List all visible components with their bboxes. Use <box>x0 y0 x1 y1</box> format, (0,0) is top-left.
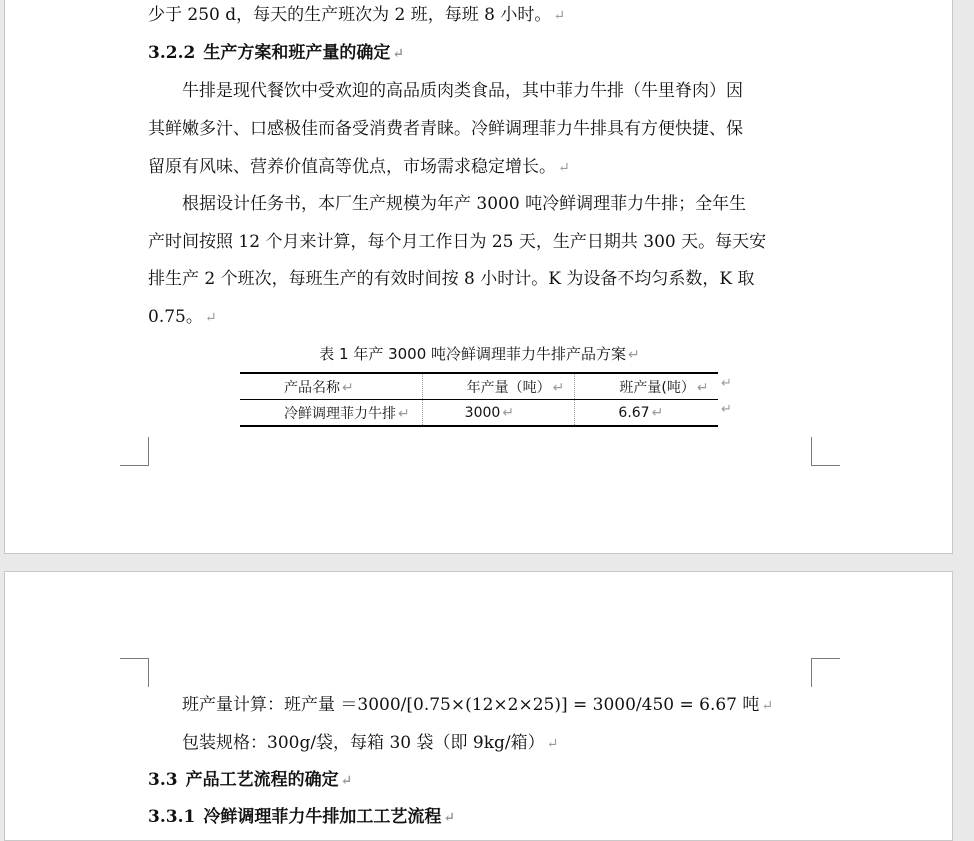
cell-shift-output: 6.67 ↵ <box>575 400 718 427</box>
table-caption: 表 1 年产 3000 吨冷鲜调理菲力牛排产品方案 ↵ <box>319 345 640 363</box>
section-heading-3-3-1: 3.3.1 冷鲜调理菲力牛排加工工艺流程 ↵ <box>148 807 456 827</box>
calculation-line: 班产量计算：班产量 ＝3000/[0.75×(12×2×25)] = 3000/450 = 6.67 吨 ↵ <box>148 695 774 715</box>
packing-spec-line: 包装规格：300g/袋，每箱 30 袋（即 9kg/箱） ↵ <box>148 733 559 753</box>
crop-mark-top-left <box>120 658 149 687</box>
table-row <box>240 400 718 427</box>
header-cell-product-name: 产品名称 ↵ <box>240 373 422 400</box>
section-heading-3-3: 3.3 产品工艺流程的确定 ↵ <box>148 770 353 790</box>
document-page-1 <box>4 0 953 554</box>
row-end-mark: ↵ <box>721 402 732 417</box>
product-plan-table <box>240 372 718 427</box>
crop-mark-bottom-right <box>811 437 840 466</box>
paragraph-line: 留原有风味、营养价值高等优点，市场需求稳定增长。 ↵ <box>148 157 570 177</box>
paragraph-line: 牛排是现代餐饮中受欢迎的高品质肉类食品，其中菲力牛排（牛里脊肉）因 <box>148 81 743 101</box>
crop-mark-top-right <box>811 658 840 687</box>
header-cell-annual-output: 年产量（吨） ↵ <box>422 373 575 400</box>
table-header-row <box>240 373 718 400</box>
row-end-mark: ↵ <box>721 376 732 391</box>
section-heading-3-2-2: 3.2.2 生产方案和班产量的确定 ↵ <box>148 43 405 63</box>
cell-product-name: 冷鲜调理菲力牛排 ↵ <box>240 400 422 427</box>
paragraph-line: 0.75。 ↵ <box>148 307 217 327</box>
crop-mark-bottom-left <box>120 437 149 466</box>
header-cell-shift-output: 班产量(吨） ↵ <box>575 373 718 400</box>
paragraph-line: 排生产 2 个班次，每班生产的有效时间按 8 小时计。K 为设备不均匀系数，K 取 <box>148 269 755 289</box>
paragraph-line: 根据设计任务书，本厂生产规模为年产 3000 吨冷鲜调理菲力牛排；全年生 <box>148 194 747 214</box>
cell-annual-output: 3000 ↵ <box>422 400 575 427</box>
paragraph-line: 其鲜嫩多汁、口感极佳而备受消费者青睐。冷鲜调理菲力牛排具有方便快捷、保 <box>148 119 743 139</box>
paragraph-line: 产时间按照 12 个月来计算，每个月工作日为 25 天，生产日期共 300 天。每天安 <box>148 232 767 252</box>
text-line: 少于 250 d，每天的生产班次为 2 班，每班 8 小时。 ↵ <box>148 5 566 25</box>
document-page-2 <box>4 571 953 841</box>
